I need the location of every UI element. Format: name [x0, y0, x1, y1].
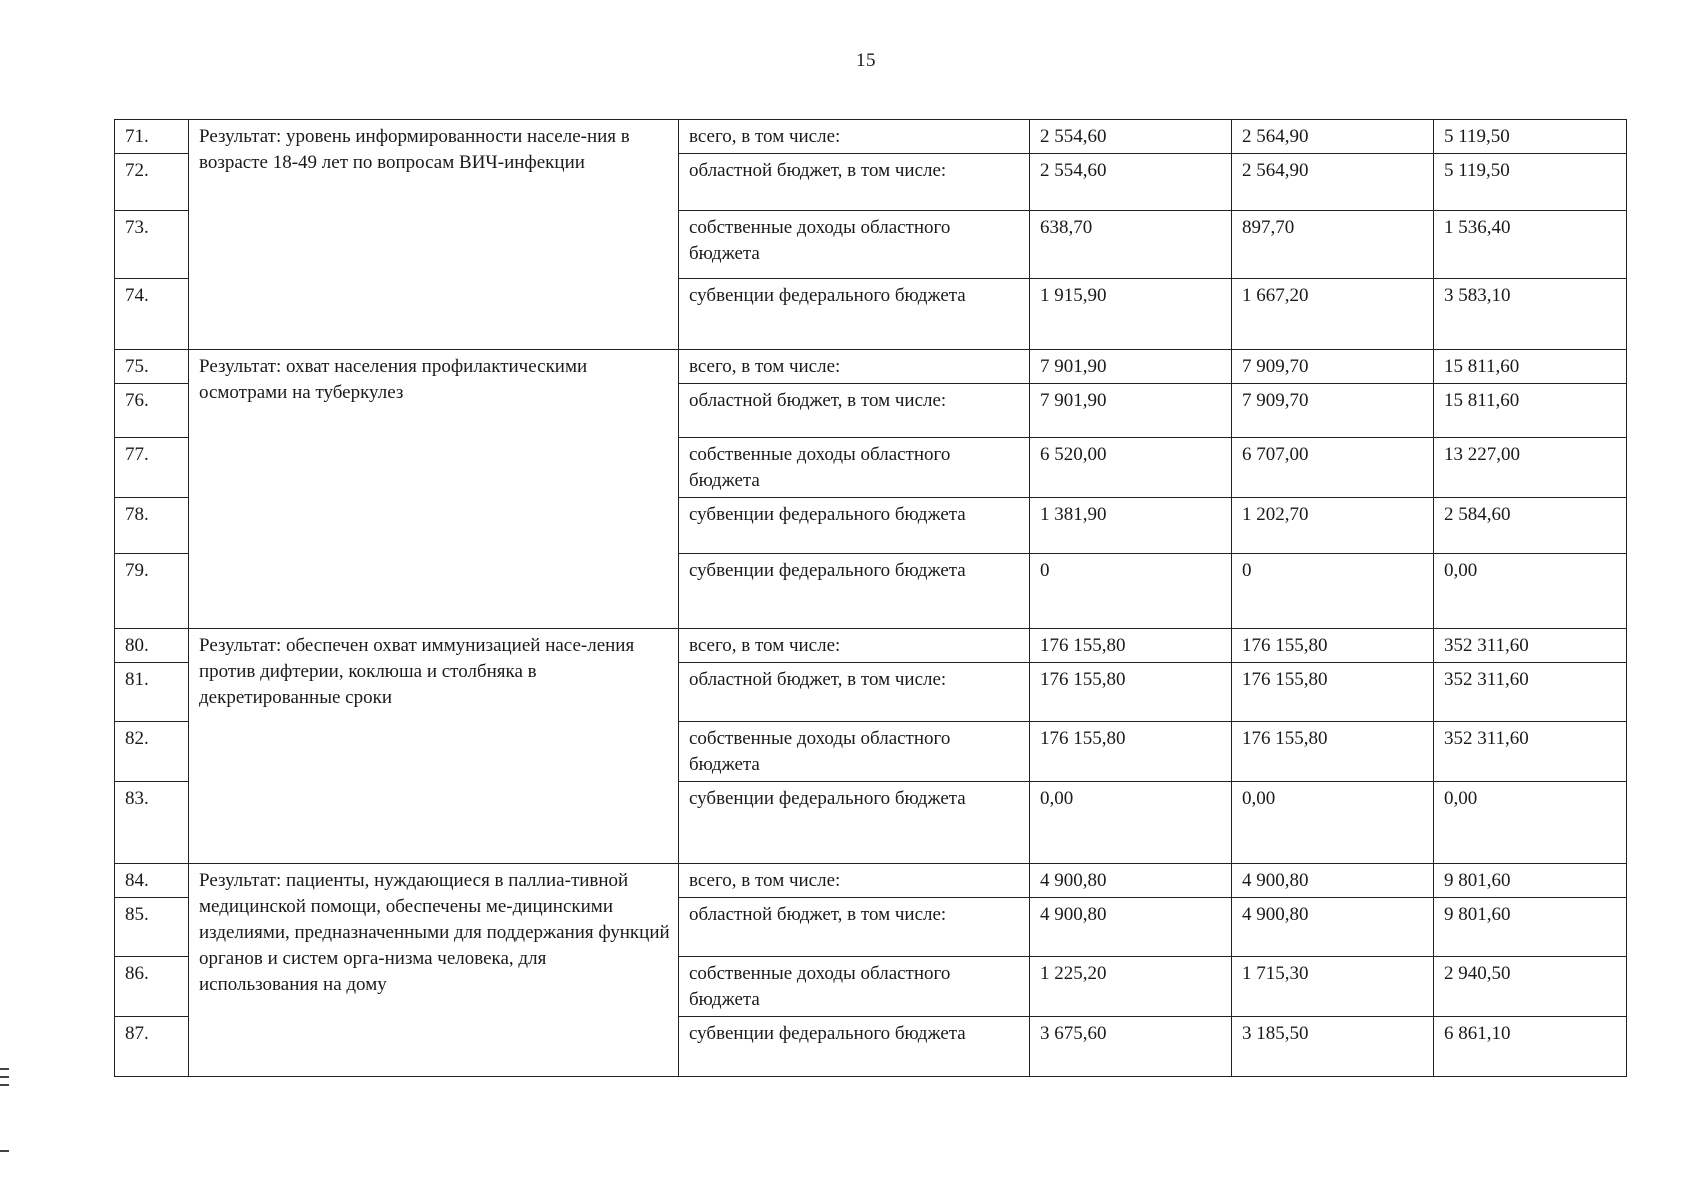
funding-source: областной бюджет, в том числе:: [679, 384, 1030, 438]
value-total: 352 311,60: [1434, 722, 1627, 782]
value-year-1: 4 900,80: [1030, 864, 1232, 898]
table-row: [115, 629, 1627, 663]
funding-source: всего, в том числе:: [679, 864, 1030, 898]
value-year-1: 176 155,80: [1030, 663, 1232, 722]
funding-source: областной бюджет, в том числе:: [679, 663, 1030, 722]
row-number: 81.: [115, 663, 189, 722]
value-year-2: 176 155,80: [1232, 663, 1434, 722]
funding-source: всего, в том числе:: [679, 350, 1030, 384]
value-year-2: 0,00: [1232, 782, 1434, 864]
funding-source: субвенции федерального бюджета: [679, 554, 1030, 629]
value-year-1: 176 155,80: [1030, 722, 1232, 782]
value-year-2: 6 707,00: [1232, 438, 1434, 498]
funding-source: субвенции федерального бюджета: [679, 498, 1030, 554]
table-row: [115, 350, 1627, 384]
row-number: 71.: [115, 120, 189, 154]
row-number: 83.: [115, 782, 189, 864]
row-number: 80.: [115, 629, 189, 663]
funding-source: собственные доходы областного бюджета: [679, 722, 1030, 782]
row-number: 85.: [115, 898, 189, 957]
value-total: 15 811,60: [1434, 384, 1627, 438]
budget-table: [114, 119, 1627, 1077]
value-total: 0,00: [1434, 554, 1627, 629]
value-year-2: 176 155,80: [1232, 629, 1434, 663]
value-year-1: 1 381,90: [1030, 498, 1232, 554]
value-year-1: 3 675,60: [1030, 1017, 1232, 1077]
value-year-1: 2 554,60: [1030, 120, 1232, 154]
value-year-1: 7 901,90: [1030, 350, 1232, 384]
table-row: [115, 120, 1627, 154]
value-year-2: 4 900,80: [1232, 864, 1434, 898]
result-description: Результат: охват населения профилактическими осмотрами на туберкулез: [189, 350, 679, 629]
value-total: 9 801,60: [1434, 898, 1627, 957]
value-year-1: 176 155,80: [1030, 629, 1232, 663]
row-number: 87.: [115, 1017, 189, 1077]
value-year-1: 6 520,00: [1030, 438, 1232, 498]
funding-source: субвенции федерального бюджета: [679, 1017, 1030, 1077]
value-year-2: 1 202,70: [1232, 498, 1434, 554]
row-number: 86.: [115, 957, 189, 1017]
value-total: 2 940,50: [1434, 957, 1627, 1017]
value-year-2: 2 564,90: [1232, 120, 1434, 154]
value-year-2: 7 909,70: [1232, 350, 1434, 384]
row-number: 78.: [115, 498, 189, 554]
value-total: 13 227,00: [1434, 438, 1627, 498]
value-year-2: 7 909,70: [1232, 384, 1434, 438]
row-number: 75.: [115, 350, 189, 384]
row-number: 77.: [115, 438, 189, 498]
value-year-1: 2 554,60: [1030, 154, 1232, 211]
value-year-2: 1 715,30: [1232, 957, 1434, 1017]
funding-source: собственные доходы областного бюджета: [679, 211, 1030, 279]
funding-source: собственные доходы областного бюджета: [679, 438, 1030, 498]
row-number: 82.: [115, 722, 189, 782]
value-year-1: 0: [1030, 554, 1232, 629]
value-year-2: 0: [1232, 554, 1434, 629]
value-year-2: 4 900,80: [1232, 898, 1434, 957]
funding-source: областной бюджет, в том числе:: [679, 898, 1030, 957]
funding-source: всего, в том числе:: [679, 629, 1030, 663]
value-total: 352 311,60: [1434, 629, 1627, 663]
funding-source: областной бюджет, в том числе:: [679, 154, 1030, 211]
scan-edge-marks: [0, 1068, 10, 1158]
row-number: 76.: [115, 384, 189, 438]
value-year-2: 3 185,50: [1232, 1017, 1434, 1077]
row-number: 79.: [115, 554, 189, 629]
value-total: 5 119,50: [1434, 120, 1627, 154]
value-year-2: 1 667,20: [1232, 279, 1434, 350]
funding-source: собственные доходы областного бюджета: [679, 957, 1030, 1017]
funding-source: субвенции федерального бюджета: [679, 782, 1030, 864]
value-total: 0,00: [1434, 782, 1627, 864]
value-total: 9 801,60: [1434, 864, 1627, 898]
row-number: 84.: [115, 864, 189, 898]
value-total: 352 311,60: [1434, 663, 1627, 722]
funding-source: всего, в том числе:: [679, 120, 1030, 154]
value-year-1: 4 900,80: [1030, 898, 1232, 957]
value-total: 6 861,10: [1434, 1017, 1627, 1077]
value-total: 2 584,60: [1434, 498, 1627, 554]
row-number: 73.: [115, 211, 189, 279]
page-number: 15: [856, 50, 876, 71]
funding-source: субвенции федерального бюджета: [679, 279, 1030, 350]
result-description: Результат: пациенты, нуждающиеся в паллиа-тивной медицинской помощи, обеспечены ме-дицинскими изделиями, предназначенными для поддержания функций органов и систем орга-низма человека, для использования на дому: [189, 864, 679, 1077]
value-year-1: 0,00: [1030, 782, 1232, 864]
value-year-1: 638,70: [1030, 211, 1232, 279]
value-year-2: 2 564,90: [1232, 154, 1434, 211]
row-number: 74.: [115, 279, 189, 350]
value-year-1: 1 225,20: [1030, 957, 1232, 1017]
value-year-1: 1 915,90: [1030, 279, 1232, 350]
result-description: Результат: обеспечен охват иммунизацией насе-ления против дифтерии, коклюша и столбняка в декретированные сроки: [189, 629, 679, 864]
table-row: [115, 864, 1627, 898]
row-number: 72.: [115, 154, 189, 211]
value-total: 3 583,10: [1434, 279, 1627, 350]
result-description: Результат: уровень информированности населе-ния в возрасте 18-49 лет по вопросам ВИЧ-инфекции: [189, 120, 679, 350]
value-total: 5 119,50: [1434, 154, 1627, 211]
value-year-2: 897,70: [1232, 211, 1434, 279]
value-total: 15 811,60: [1434, 350, 1627, 384]
value-year-2: 176 155,80: [1232, 722, 1434, 782]
value-total: 1 536,40: [1434, 211, 1627, 279]
value-year-1: 7 901,90: [1030, 384, 1232, 438]
